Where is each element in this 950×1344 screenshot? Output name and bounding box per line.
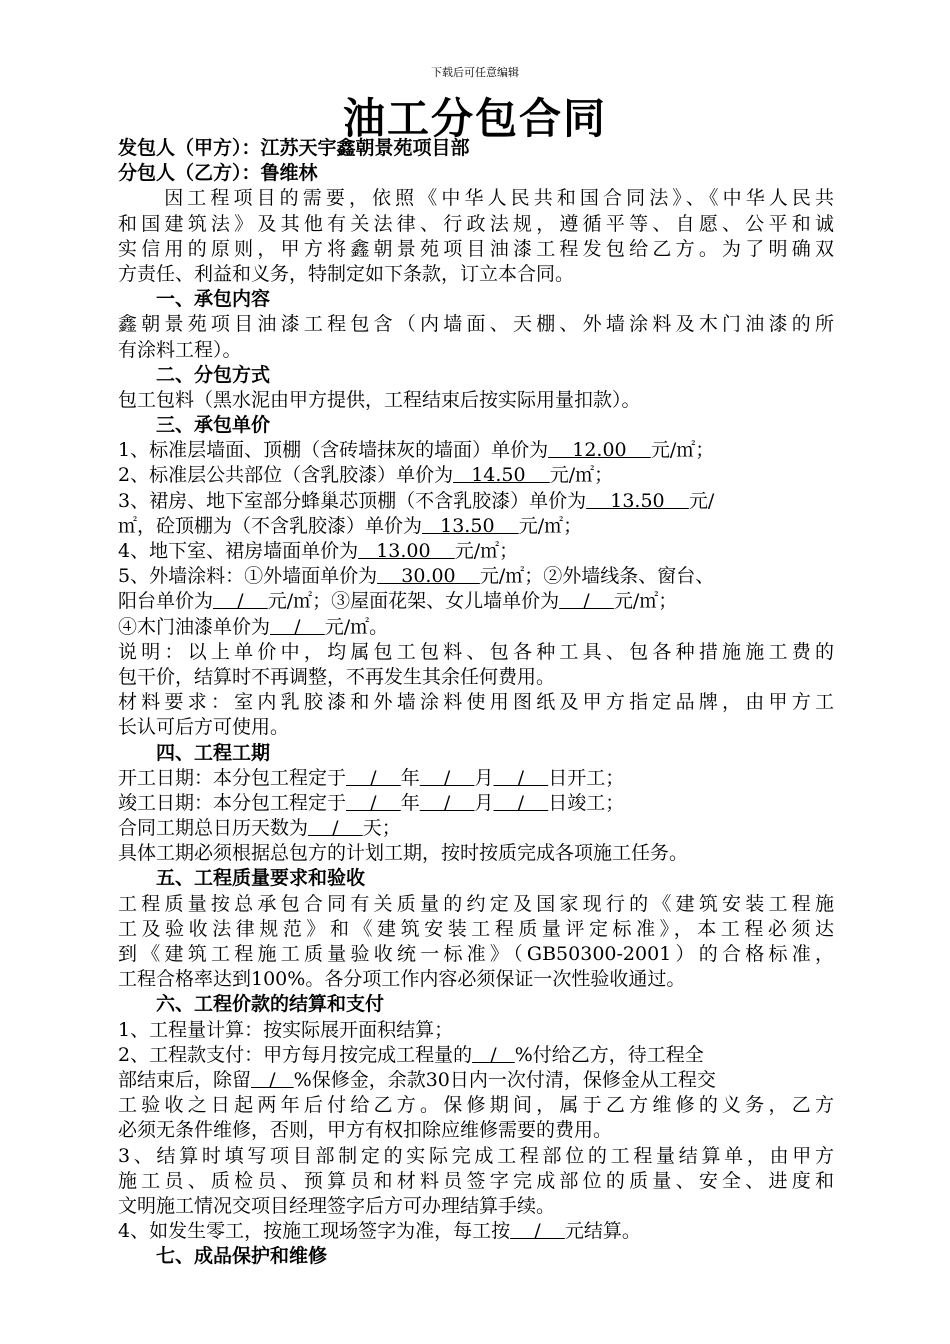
line-text: ④木门油漆单价为 [118,615,271,638]
fill-in-blank: / [510,1220,565,1243]
line-text: 日竣工； [548,791,625,814]
line-text: 工程合格率达到100%。各分项工作内容必须保证一次性验收通过。 [118,968,686,991]
line-text: 工程质量按总承包合同有关质量的约定及国家现行的《建筑安装工程施 [118,892,834,915]
line-text: %付给乙方，待工程全 [514,1043,704,1066]
line-text: 四、工程工期 [156,741,271,764]
paragraph-line [118,1144,834,1169]
fill-in-blank: / [251,1068,294,1091]
line-text: 方责任、利益和义务，特制定如下条款，订立本合同。 [118,262,575,285]
paragraph-line [118,640,834,665]
paragraph-line [118,1068,834,1093]
line-text: 开工日期：本分包工程定于 [118,766,347,789]
fill-in-blank: / [346,791,401,814]
paragraph-line [118,388,834,413]
paragraph-line [118,262,834,287]
line-text: 七、成品保护和维修 [156,1245,328,1268]
line-text: 工验收之日起两年后付给乙方。保修期间，属于乙方维修的义务，乙方 [118,1094,834,1117]
paragraph-line [118,312,834,337]
line-text: 二、分包方式 [156,363,271,386]
line-text: 说明：以上单价中，均属包工包料、包各种工具、包各种措施施工费的 [118,640,834,663]
line-text: 3、裙房、地下室部分蜂巢芯顶棚（不含乳胶漆）单价为 [118,489,587,512]
section-heading [118,992,834,1017]
fill-in-blank: / [308,817,363,840]
line-text: 月 [474,791,494,814]
paragraph-line [118,791,834,816]
paragraph-line [118,514,834,539]
line-text: 包干价，结算时不再调整，不再发生其余任何费用。 [118,665,556,688]
line-text: 3、结算时填写项目部制定的实际完成工程部位的工程量结算单，由甲方 [118,1144,834,1167]
line-text: 工及验收法律规范》和《建筑安装工程质量评定标准》，本工程必须达 [118,917,834,940]
fill-in-blank: / [346,766,401,789]
paragraph-line [118,967,834,992]
paragraph-line [118,237,834,262]
line-text: 2、工程款支付：甲方每月按完成工程量的 [118,1043,473,1066]
section-heading [118,363,834,388]
line-text: 元/㎡； [650,439,715,462]
paragraph-line [118,766,834,791]
paragraph-line [118,1093,834,1118]
paragraph-line [118,1043,834,1068]
line-text: 具体工期必须根据总包方的计划工期，按时按质完成各项施工任务。 [118,842,689,865]
document-title: 油工分包合同 [342,94,607,143]
fill-in-blank: 14.50 [453,464,550,487]
fill-in-blank: 13.50 [422,514,519,537]
paragraph-line [118,665,834,690]
paragraph-line [118,816,834,841]
section-heading [118,866,834,891]
line-text: 五、工程质量要求和验收 [156,867,366,890]
line-text: 5、外墙涂料：①外墙面单价为 [118,565,378,588]
line-text: 因工程项目的需要，依照《中华人民共和国合同法》、《中华人民共 [118,187,834,210]
section-heading [118,287,834,312]
line-text: 4、地下室、裙房墙面单价为 [118,540,359,562]
section-heading [118,1244,834,1269]
paragraph-line [118,917,834,942]
line-text: 元/㎡； [454,540,519,562]
paragraph-line [118,1118,834,1143]
line-text: 天； [362,817,401,840]
line-text: 4、如发生零工，按施工现场签字为准，每工按 [118,1220,511,1243]
paragraph-line [118,589,834,614]
line-text: 到《建筑工程施工质量验收统一标准》（GB50300-2001）的合格标准， [118,943,834,965]
paragraph-line [118,1219,834,1244]
line-text: %保修金，余款30日内一次付清，保修金从工程交 [293,1068,716,1091]
line-text: 元/㎡；③屋面花架、女儿墙单价为 [267,590,560,613]
line-text: 元结算。 [564,1220,641,1243]
contract-body [118,136,834,1269]
fill-in-blank: 30.00 [377,565,480,588]
fill-in-blank: / [493,766,549,789]
paragraph-line [118,338,834,363]
paragraph-line [118,615,834,640]
line-text: 元/㎡； [549,464,614,487]
fill-in-blank: 12.00 [548,439,651,462]
paragraph-line [118,438,834,463]
section-heading [118,413,834,438]
paragraph-line [118,463,834,488]
line-text: 有涂料工程）。 [118,338,242,361]
line-text: 分包人（乙方）：鲁维林 [118,162,318,185]
fill-in-blank: 13.00 [358,540,455,562]
line-text: 合同工期总日历天数为 [118,817,309,840]
line-text: 六、工程价款的结算和支付 [156,993,385,1016]
line-text: 元/㎡；②外墙线条、窗台、 [479,565,715,588]
line-text: 年 [400,766,420,789]
paragraph-line [118,539,834,564]
line-text: 鑫朝景苑项目油漆工程包含（内墙面、天棚、外墙涂料及木门油漆的所 [118,313,834,336]
paragraph-line [118,1018,834,1043]
line-text: 发包人（甲方）：江苏天宇鑫朝景苑项目部 [118,137,470,159]
line-text: 文明施工情况交项目经理签字后方可办理结算手续。 [118,1194,556,1217]
line-text: 元/㎡； [518,514,583,537]
line-text: 月 [474,766,494,789]
line-text: 材料要求：室内乳胶漆和外墙涂料使用图纸及甲方指定品牌，由甲方工 [118,691,834,714]
party-line [118,136,834,161]
line-text: 竣工日期：本分包工程定于 [118,791,347,814]
line-text: 一、承包内容 [156,288,271,311]
fill-in-blank: / [559,590,614,613]
line-text: 元/ [688,489,715,512]
paragraph-line [118,715,834,740]
line-text: 日开工； [548,766,625,789]
line-text: 年 [400,791,420,814]
line-text: 实信用的原则，甲方将鑫朝景苑项目油漆工程发包给乙方。为了明确双 [118,237,834,260]
line-text: 必须无条件维修，否则，甲方有权扣除应维修需要的费用。 [118,1119,613,1142]
line-text: 1、标准层墙面、顶棚（含砖墙抹灰的墙面）单价为 [118,439,549,462]
line-text: 阳台单价为 [118,590,214,613]
line-text: 包工包料（黑水泥由甲方提供，工程结束后按实际用量扣款）。 [118,388,641,411]
paragraph-line [118,942,834,967]
fill-in-blank: / [213,590,268,613]
paragraph-line [118,690,834,715]
line-text: ㎡，砼顶棚为（不含乳胶漆）单价为 [118,514,423,537]
paragraph-line [118,1169,834,1194]
fill-in-blank: / [419,766,475,789]
paragraph-line [118,186,834,211]
paragraph-line [118,564,834,589]
fill-in-blank: / [419,791,475,814]
party-line [118,161,834,186]
paragraph-line [118,212,834,237]
line-text: 三、承包单价 [156,414,271,437]
fill-in-blank: / [472,1043,515,1066]
paragraph-line [118,489,834,514]
line-text: 1、工程量计算：按实际展开面积结算； [118,1018,454,1041]
fill-in-blank: / [493,791,549,814]
line-text: 长认可后方可使用。 [118,716,290,739]
line-text: 部结束后，除留 [118,1068,252,1091]
paragraph-line [118,892,834,917]
fill-in-blank: 13.50 [586,489,689,512]
fill-in-blank: / [270,615,325,638]
paragraph-line [118,1194,834,1219]
header-note: 下载后可任意编辑 [431,66,519,79]
line-text: 元/㎡。 [324,615,389,638]
section-heading [118,741,834,766]
line-text: 施工员、质检员、预算员和材料员签字完成部位的质量、安全、进度和 [118,1169,834,1192]
line-text: 2、标准层公共部位（含乳胶漆）单价为 [118,464,454,487]
line-text: 和国建筑法》及其他有关法律、行政法规，遵循平等、自愿、公平和诚 [118,212,834,235]
paragraph-line [118,841,834,866]
line-text: 元/㎡； [613,590,678,613]
